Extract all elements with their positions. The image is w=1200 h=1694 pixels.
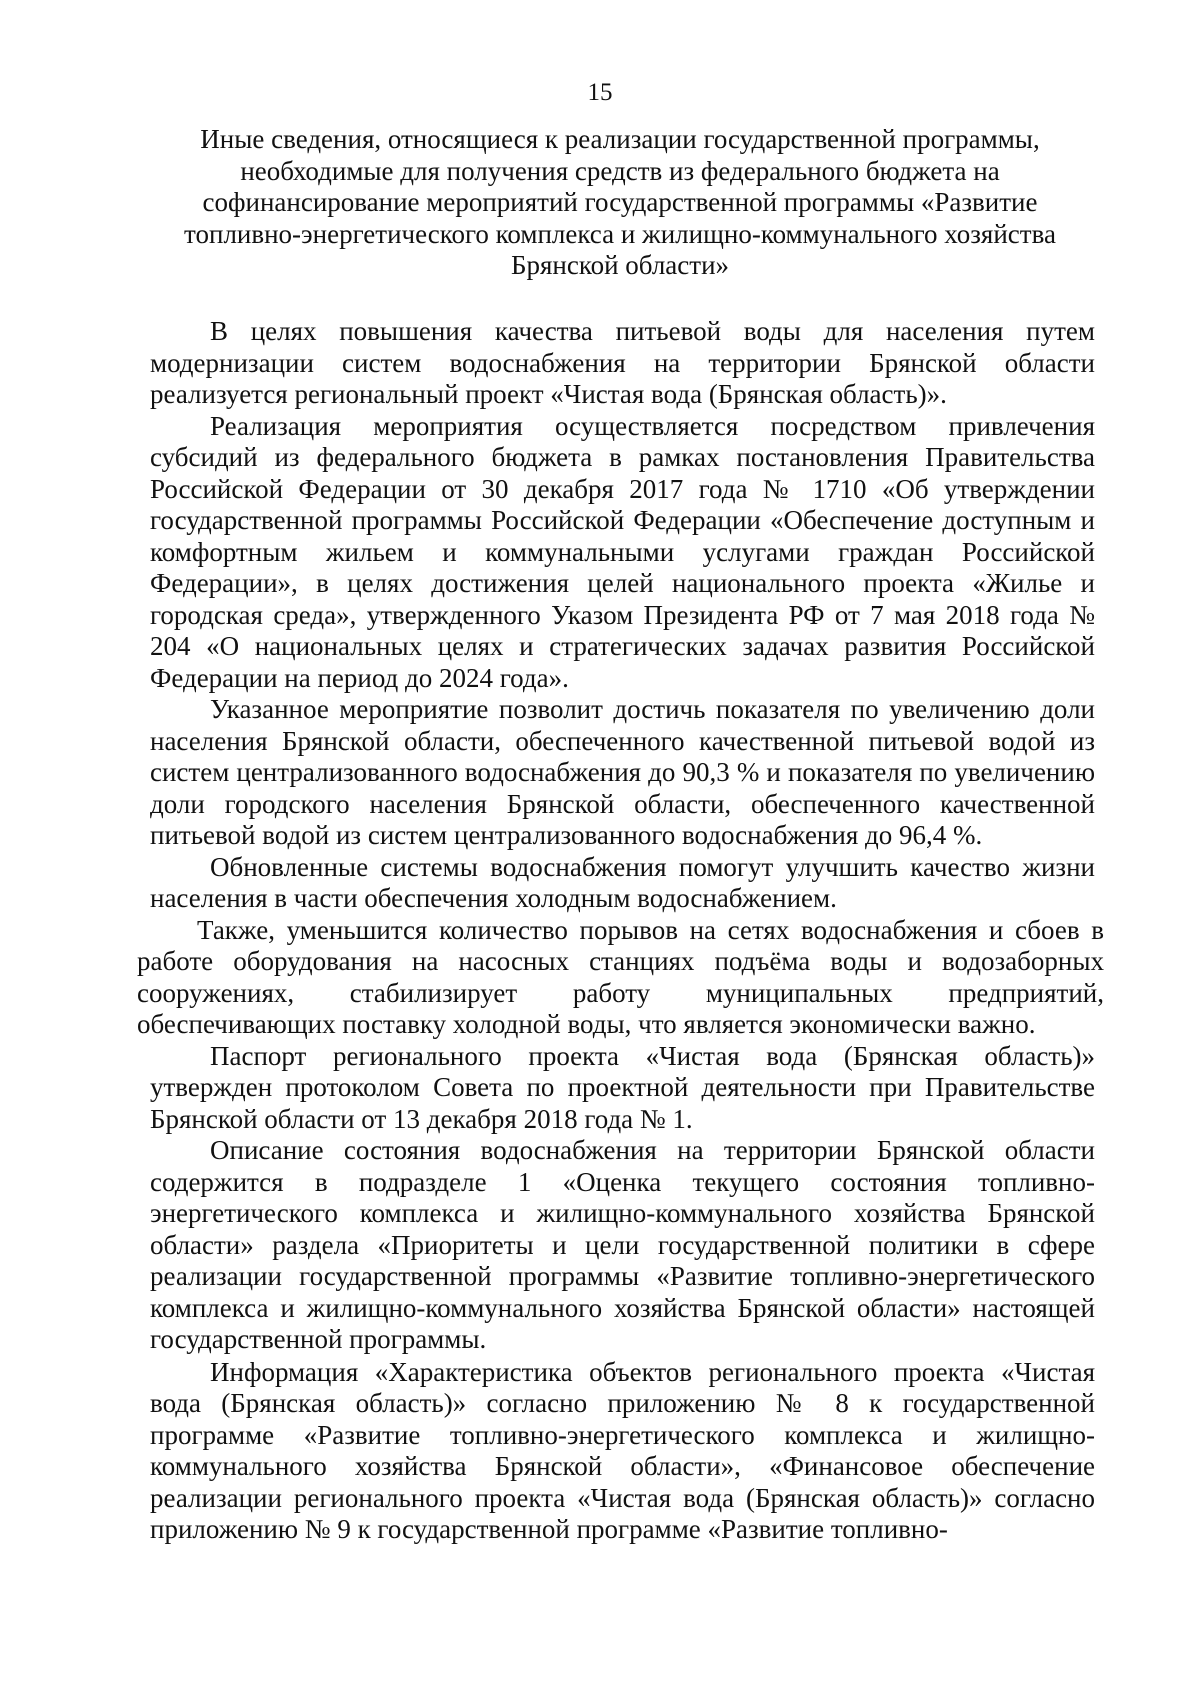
paragraph: Указанное мероприятие позволит достичь показателя по увеличению доли населения Брянской области, обеспеченного качественной питьевой водой из систем централизованного водоснабжения до 90,3 % и показателя по увеличению доли городского населения Брянской области, обеспеченного качественной питьевой водой из систем централизованного водоснабжения до 96,4 %.: [150, 694, 1095, 850]
paragraph: Также, уменьшится количество порывов на сетях водоснабжения и сбоев в работе оборудования на насосных станциях подъёма воды и водозаборных сооружениях, стабилизирует работу муниципальных предприятий, обеспечивающих поставку холодной воды, что является экономически важно.: [137, 914, 1104, 1039]
paragraph: Информация «Характеристика объектов регионального проекта «Чистая вода (Брянская область)» согласно приложению № 8 к государственной программе «Развитие топливно-энергетического комплекса и жилищно-коммунального хозяйства Брянской области», «Финансовое обеспечение реализации регионального проекта «Чистая вода (Брянская область)» согласно приложению № 9 к государственной программе «Развитие топливно-: [150, 1356, 1095, 1544]
heading-line: топливно-энергетического комплекса и жилищно-коммунального хозяйства: [184, 218, 1056, 249]
paragraph: Паспорт регионального проекта «Чистая вода (Брянская область)» утвержден протоколом Совета по проектной деятельности при Правительстве Брянской области от 13 декабря 2018 года № 1.: [150, 1040, 1095, 1134]
heading-line: необходимые для получения средств из федерального бюджета на: [240, 155, 1000, 186]
paragraph: Реализация мероприятия осуществляется посредством привлечения субсидий из федерального бюджета в рамках постановления Правительства Российской Федерации от 30 декабря 2017 года № 1710 «Об утверждении государственной программы Российской Федерации «Обеспечение доступным и комфортным жильем и коммунальными услугами граждан Российской Федерации», в целях достижения целей национального проекта «Жилье и городская среда», утвержденного Указом Президента РФ от 7 мая 2018 года № 204 «О национальных целях и стратегических задачах развития Российской Федерации на период до 2024 года».: [150, 410, 1095, 693]
paragraph: В целях повышения качества питьевой воды для населения путем модернизации систем водоснабжения на территории Брянской области реализуется региональный проект «Чистая вода (Брянская область)».: [150, 316, 1095, 409]
page-number: 15: [587, 79, 613, 106]
body-text: [137, 316, 1104, 1546]
paragraph: Обновленные системы водоснабжения помогут улучшить качество жизни населения в части обеспечения холодным водоснабжением.: [150, 851, 1095, 913]
heading-line: Иные сведения, относящиеся к реализации государственной программы,: [200, 124, 1040, 154]
paragraph: Описание состояния водоснабжения на территории Брянской области содержится в подразделе 1 «Оценка текущего состояния топливно-энергетического комплекса и жилищно-коммунального хозяйства Брянской области» раздела «Приоритеты и цели государственной политики в сфере реализации государственной программы «Развитие топливно-энергетического комплекса и жилищно-коммунального хозяйства Брянской области» настоящей государственной программы.: [150, 1135, 1095, 1354]
section-heading: [140, 124, 1100, 282]
heading-line: софинансирование мероприятий государственной программы «Развитие: [202, 187, 1038, 217]
heading-line: Брянской области»: [510, 250, 730, 280]
